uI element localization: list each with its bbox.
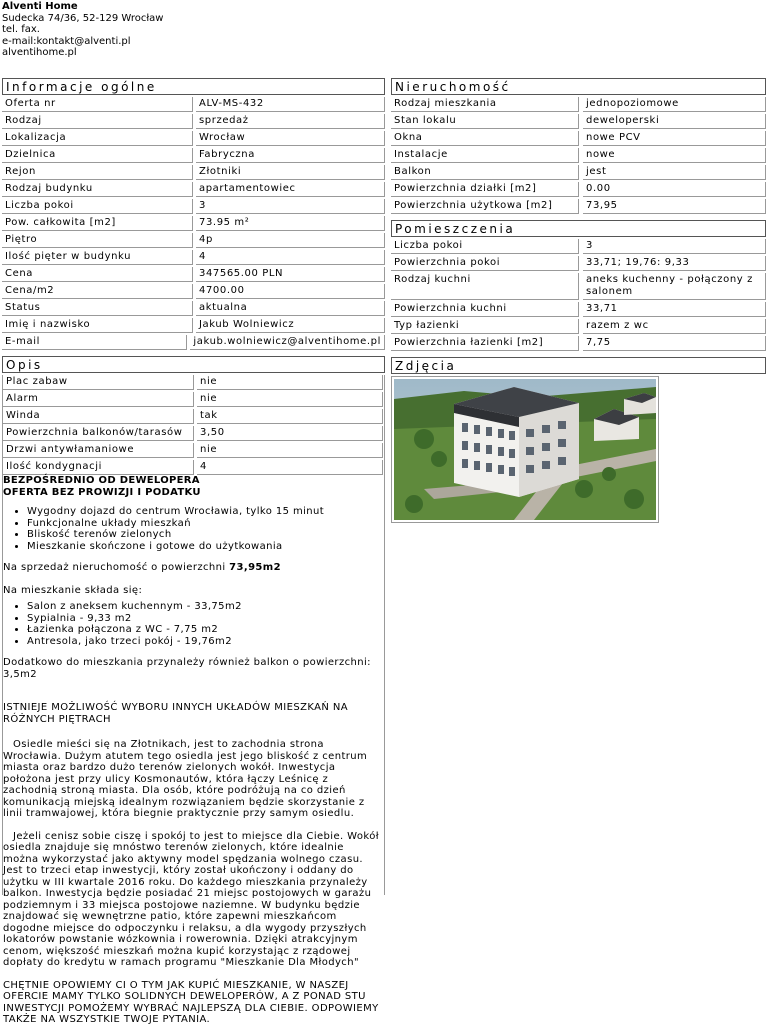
table-row — [2, 233, 385, 248]
table-row — [2, 250, 385, 265]
field-label: Powierzchnia kuchni — [391, 302, 579, 317]
field-label: Status — [2, 301, 193, 316]
table-row — [2, 301, 385, 316]
field-value: Wrocław — [196, 131, 385, 146]
field-label: Powierzchnia działki [m2] — [391, 182, 579, 197]
agency-website: alventihome.pl — [2, 47, 77, 58]
field-value: 3 — [196, 199, 385, 214]
table-row — [2, 148, 385, 163]
field-value: 3 — [583, 239, 766, 254]
field-label: Cena — [2, 267, 193, 282]
table-row — [2, 182, 385, 197]
table-row — [2, 165, 385, 180]
field-label: Powierzchnia łazienki [m2] — [391, 336, 579, 351]
status-value: aktualna — [196, 301, 385, 316]
field-label: Liczba pokoi — [2, 199, 193, 214]
property-photo[interactable] — [391, 376, 659, 523]
field-label: Pow. całkowita [m2] — [2, 216, 193, 231]
field-label: Stan lokalu — [391, 114, 579, 129]
field-value: jest — [583, 165, 766, 180]
field-label: Alarm — [3, 392, 194, 407]
area-value: 73,95m2 — [229, 562, 281, 573]
price-value: 347565.00 PLN — [196, 267, 385, 282]
field-label: Powierzchnia balkonów/tarasów — [3, 426, 194, 441]
field-value: nie — [197, 443, 383, 458]
field-label: Rodzaj mieszkania — [391, 97, 579, 112]
composition-list — [3, 601, 383, 647]
field-value: nowe — [583, 148, 766, 163]
table-row — [2, 131, 385, 146]
list-item: • Sypialnia - 9,33 m2 — [27, 613, 383, 625]
field-label: Rodzaj budynku — [2, 182, 193, 197]
property-table — [391, 97, 766, 216]
field-label: Imię i nazwisko — [2, 318, 193, 333]
field-value: 73.95 m² — [196, 216, 385, 231]
table-row — [391, 319, 766, 334]
field-label: Dzielnica — [2, 148, 193, 163]
field-label: Cena/m2 — [2, 284, 193, 299]
table-row — [391, 97, 766, 112]
list-item: • Bliskość terenów zielonych — [27, 529, 383, 541]
field-value: 4 — [197, 460, 383, 475]
field-value: 73,95 — [583, 199, 766, 214]
agency-name: Alventi Home — [2, 1, 78, 12]
building-rendering-image — [394, 379, 656, 520]
field-label: Typ łazienki — [391, 319, 579, 334]
property-header: Nieruchomość — [391, 78, 766, 95]
field-value: ALV-MS-432 — [196, 97, 385, 112]
table-row — [3, 426, 383, 441]
area-prefix: Na sprzedaż nieruchomość o powierzchni — [3, 562, 230, 573]
agent-name: Jakub Wolniewicz — [196, 318, 385, 333]
field-label: Plac zabaw — [3, 375, 194, 390]
field-value: aneks kuchenny - połączony z salonem — [583, 273, 766, 300]
table-row — [2, 97, 385, 112]
area-sentence — [3, 562, 383, 574]
general-info-table — [2, 97, 385, 352]
rooms-table — [391, 239, 766, 353]
list-item: • Salon z aneksem kuchennym - 33,75m2 — [27, 601, 383, 613]
field-label: Rodzaj — [2, 114, 193, 129]
field-value: apartamentowiec — [196, 182, 385, 197]
general-info-header: Informacje ogólne — [2, 78, 385, 95]
field-value: nie — [197, 392, 383, 407]
table-row — [2, 216, 385, 231]
table-row — [391, 114, 766, 129]
left-column — [2, 78, 385, 1025]
table-row — [3, 443, 383, 458]
field-label: E-mail — [2, 335, 187, 350]
agency-info — [2, 1, 163, 59]
field-label: Ilość kondygnacji — [3, 460, 194, 475]
table-row — [391, 302, 766, 317]
field-value: 4 — [196, 250, 385, 265]
list-item: • Antresola, jako trzeci pokój - 19,76m2 — [27, 636, 383, 648]
field-label: Instalacje — [391, 148, 579, 163]
field-label: Winda — [3, 409, 194, 424]
field-label: Liczba pokoi — [391, 239, 579, 254]
table-row — [391, 165, 766, 180]
table-row — [2, 284, 385, 299]
field-value: sprzedaż — [196, 114, 385, 129]
list-item: • Mieszkanie skończone i gotowe do użytkowania — [27, 541, 383, 553]
table-row — [391, 199, 766, 214]
field-value: jednopoziomowe — [583, 97, 766, 112]
field-label: Rejon — [2, 165, 193, 180]
table-row — [391, 182, 766, 197]
table-row — [391, 336, 766, 351]
description-header: Opis — [2, 356, 385, 373]
composition-intro: Na mieszkanie składa się: — [3, 584, 143, 596]
table-row — [391, 131, 766, 146]
field-value: 4p — [196, 233, 385, 248]
right-column — [391, 78, 766, 523]
field-value: 7,75 — [583, 336, 766, 351]
table-row — [2, 114, 385, 129]
location-paragraph: Osiedle mieści się na Złotnikach, jest to zachodnia strona Wrocławia. Dużym atutem tego osiedla jest jego bliskość z centrum miasta oraz bardzo dużo terenów zielonych wokół. Inwestycja położona jest przy ulicy Kosmonautów, która łączy Leśnicę z zachodnią stroną miasta. Dla osób, które podróżują na co dzień komunikacją miejską idealnym rozwiązaniem będzie skorzystanie z linii tramwajowej, która biegnie praktycznie przy samym osiedlu. — [3, 739, 368, 819]
table-row — [391, 273, 766, 300]
table-row — [3, 392, 383, 407]
balcony-note: Dodatkowo do mieszkania przynależy również balkon o powierzchni: 3,5m2 — [3, 657, 371, 680]
rooms-header: Pomieszczenia — [391, 220, 766, 237]
field-label: Powierzchnia użytkowa [m2] — [391, 199, 579, 214]
list-item: • Funkcjonalne układy mieszkań — [27, 518, 383, 530]
headline-developer: BEZPOŚREDNIO OD DEWELOPERA — [3, 475, 200, 486]
layout-choice-note: ISTNIEJE MOŻLIWOŚĆ WYBORU INNYCH UKŁADÓW MIESZKAŃ NA RÓŻNYCH PIĘTRACH — [3, 702, 348, 725]
field-label: Piętro — [2, 233, 193, 248]
agency-email: e-mail:kontakt@alventi.pl — [2, 35, 131, 47]
field-label: Okna — [391, 131, 579, 146]
field-value: tak — [197, 409, 383, 424]
field-value: razem z wc — [583, 319, 766, 334]
list-item: • Wygodny dojazd do centrum Wrocławia, tylko 15 minut — [27, 506, 383, 518]
field-value: 4700.00 — [196, 284, 385, 299]
table-row — [3, 375, 383, 390]
table-row — [3, 409, 383, 424]
table-row — [2, 267, 385, 282]
field-value: 3,50 — [197, 426, 383, 441]
table-row — [391, 239, 766, 254]
field-label: Oferta nr — [2, 97, 193, 112]
table-row — [391, 256, 766, 271]
agency-phones: tel. fax. — [2, 24, 40, 35]
field-value: 33,71 — [583, 302, 766, 317]
headline-no-commission: OFERTA BEZ PROWIZJI I PODATKU — [3, 486, 201, 498]
list-item: • Łazienka połączona z WC - 7,75 m2 — [27, 624, 383, 636]
field-label: Balkon — [391, 165, 579, 180]
table-row — [2, 335, 385, 350]
field-label: Ilość pięter w budynku — [2, 250, 193, 265]
closing-paragraph: CHĘTNIE OPOWIEMY CI O TYM JAK KUPIĆ MIESZKANIE, W NASZEJ OFERCIE MAMY TYLKO SOLIDNYCH DEWELOPERÓW, A Z PONAD STU INWESTYCJI POMOŻEMY WYBRAĆ NAJLEPSZĄ DLA CIEBIE. ODPOWIEMY TAKŻE NA WSZYSTKIE TWOJE PYTANIA. — [3, 979, 379, 1025]
field-value: deweloperski — [583, 114, 766, 129]
table-row — [3, 460, 383, 475]
estate-paragraph: Jeżeli cenisz sobie ciszę i spokój to jest to miejsce dla Ciebie. Wokół osiedla znajduje się mnóstwo terenów zielonych, które idealnie można wykorzystać jako aktywny model spędzania wolnego czasu. Jest to trzeci etap inwestycji, który został ukończony i oddany do użytku w III kwartale 2016 roku. Do każdego mieszkania przynależy balkon. Inwestycja będzie posiadać 21 miejsc postojowych w garażu podziemnym i 33 miejsca postojowe naziemne. W budynku będzie znajdować się wewnętrzne patio, które zapewni mieszkańcom dogodne miejsce do odpoczynku i relaksu, a dla wygody przyszłych lokatorów powstanie wózkownia i rowerownia. Dzięki atrakcyjnym cenom, większość mieszkań można kupić korzystając z rządowej dopłaty do kredytu w ramach programu "Mieszkanie Dla Młodych" — [3, 830, 379, 968]
photos-header: Zdjęcia — [391, 357, 766, 374]
field-label: Lokalizacja — [2, 131, 193, 146]
table-row — [2, 199, 385, 214]
field-value: nowe PCV — [583, 131, 766, 146]
field-value: Złotniki — [196, 165, 385, 180]
benefits-list — [3, 506, 383, 552]
agent-email-link[interactable]: jakub.wolniewicz@alventihome.pl — [190, 335, 385, 350]
agency-address: Sudecka 74/36, 52-129 Wrocław — [2, 12, 164, 24]
features-table — [3, 375, 383, 475]
description-panel — [2, 375, 385, 1025]
field-label: Powierzchnia pokoi — [391, 256, 579, 271]
field-label: Drzwi antywłamaniowe — [3, 443, 194, 458]
table-row — [391, 148, 766, 163]
field-value: nie — [197, 375, 383, 390]
field-value: 33,71; 19,76: 9,33 — [583, 256, 766, 271]
field-value: 0.00 — [583, 182, 766, 197]
field-value: Fabryczna — [196, 148, 385, 163]
table-row — [2, 318, 385, 333]
field-label: Rodzaj kuchni — [391, 273, 579, 300]
